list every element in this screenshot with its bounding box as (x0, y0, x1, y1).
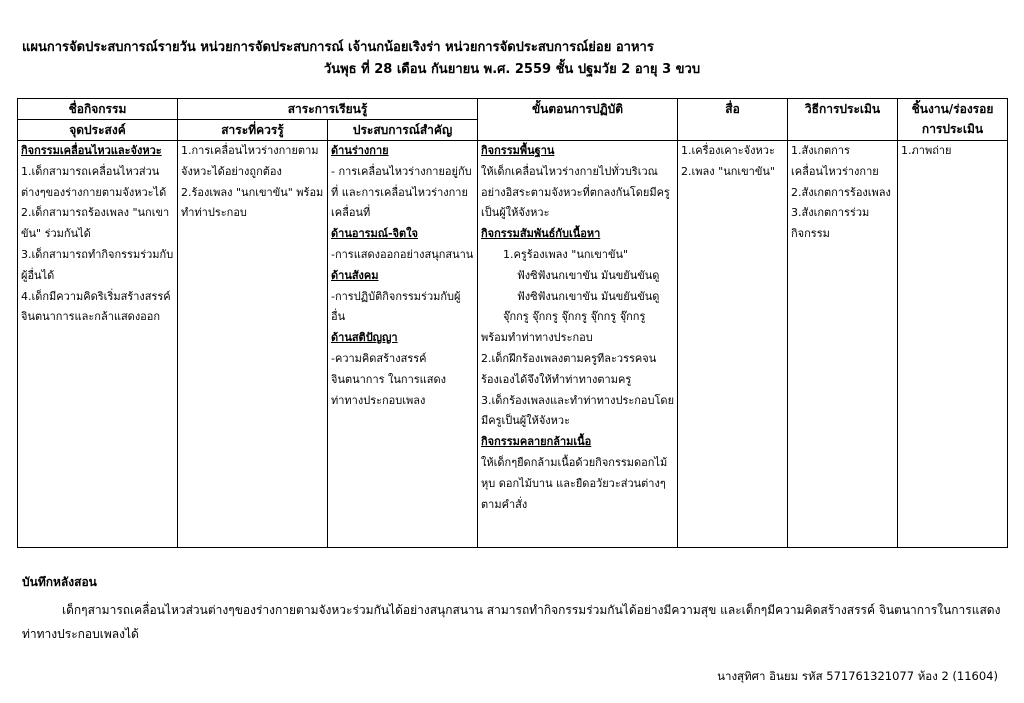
steps-content-step: 1.ครูร้องเพลง "นกเขาขัน" (503, 247, 629, 261)
signature: นางสุทิศา อินยม รหัส 571761321077 ห้อง 2 (11604) (717, 669, 998, 683)
header-work-evidence: ชิ้นงาน/ร่องรอย การประเมิน (898, 99, 1008, 141)
header-media: สื่อ (678, 99, 788, 141)
steps-content-title: กิจกรรมสัมพันธ์กับเนื้อหา (481, 227, 601, 241)
experience-physical-text: - การเคลื่อนไหวร่างกายอยู่กับที่ และการเคลื่อนไหวร่างกายเคลื่อนที่ (331, 164, 472, 220)
media-cell (678, 141, 788, 548)
notes-title: บันทึกหลังสอน (22, 575, 97, 589)
knowledge-item: 1.การเคลื่อนไหวร่างกายตามจังหวะได้อย่างถูกต้อง (181, 144, 319, 178)
work-item: 1.ภาพถ่าย (901, 144, 952, 157)
knowledge-item: 2.ร้องเพลง "นกเขาขัน" พร้อมทำท่าประกอบ (181, 185, 324, 220)
song-lyric: ฟังซิฟังนกเขาขัน มันขยันขันดู (517, 268, 660, 282)
song-lyric: พร้อมทำท่าทางประกอบ (481, 331, 593, 345)
experience-physical-title: ด้านร่างกาย (331, 144, 389, 157)
header-learning-content: สาระการเรียนรู้ (178, 99, 478, 120)
experience-emotional-title: ด้านอารมณ์-จิตใจ (331, 227, 418, 241)
header-steps: ขั้นตอนการปฏิบัติ (478, 99, 678, 141)
song-lyric: ฟังซิฟังนกเขาขัน มันขยันขันดู (517, 289, 660, 303)
evaluation-item: 1.สังเกตการเคลื่อนไหวร่างกาย (791, 144, 879, 178)
objective-item: 4.เด็กมีความคิดริเริ่มสร้างสรรค์จินตนาการและกล้าแสดงออก (21, 289, 171, 324)
evaluation-cell (788, 141, 898, 548)
steps-content-step: 3.เด็กร้องเพลงและทำท่าทางประกอบโดยมีครูเป็นผู้ให้จังหวะ (481, 393, 675, 428)
experience-intellect-text: -ความคิดสร้างสรรค์จินตนาการ ในการแสดงท่าทางประกอบเพลง (331, 351, 447, 407)
header-objectives: จุดประสงค์ (18, 120, 178, 141)
experience-cell (328, 141, 478, 548)
lesson-plan-table (17, 98, 1008, 548)
objective-item: 1.เด็กสามารถเคลื่อนไหวส่วนต่างๆของร่างกายตามจังหวะได้ (21, 164, 167, 199)
media-item: 1.เครื่องเคาะจังหวะ (681, 144, 775, 157)
media-item: 2.เพลง "นกเขาขัน" (681, 164, 775, 178)
work-evidence-cell (898, 141, 1008, 548)
objective-item: 3.เด็กสามารถทำกิจกรรมร่วมกับผู้อื่นได้ (21, 247, 174, 282)
header-activity-name: ชื่อกิจกรรม (18, 99, 178, 120)
evaluation-item: 3.สังเกตการร่วมกิจกรรม (791, 206, 870, 241)
header-evaluation: วิธีการประเมิน (788, 99, 898, 141)
song-lyric: จุ๊กกรู จุ๊กกรู จุ๊กกรู จุ๊กกรู จุ๊กกรู (503, 310, 646, 324)
steps-relax-title: กิจกรรมคลายกล้ามเนื้อ (481, 435, 592, 449)
header-knowledge: สาระที่ควรรู้ (178, 120, 328, 141)
document-title: แผนการจัดประสบการณ์รายวัน หน่วยการจัดประสบการณ์ เจ้านกน้อยเริงร่า หน่วยการจัดประสบการณ์ย่อย อาหาร (22, 40, 654, 55)
steps-relax-text: ให้เด็กๆยืดกล้ามเนื้อด้วยกิจกรรมดอกไม้หุบ ดอกไม้บาน และยืดอวัยวะส่วนต่างๆตามคำสั่ง (481, 455, 668, 511)
objective-item: 2.เด็กสามารถร้องเพลง "นกเขาขัน" ร่วมกันได้ (21, 206, 170, 241)
objectives-cell (18, 141, 178, 548)
notes-body: เด็กๆสามารถเคลื่อนไหวส่วนต่างๆของร่างกายตามจังหวะร่วมกันได้อย่างสนุกสนาน สามารถทำกิจกรรมร่วมกันได้อย่างมีความสุข และเด็กๆมีความคิดสร้างสรรค์ จินตนาการในการแสดงท่าทางประกอบเพลงได้ (22, 603, 1001, 641)
knowledge-cell (178, 141, 328, 548)
steps-basic-text: ให้เด็กเคลื่อนไหวร่างกายไปทั่วบริเวณอย่างอิสระตามจังหวะที่ตกลงกันโดยมีครูเป็นผู้ให้จังหวะ (481, 164, 670, 220)
experience-social-text: -การปฏิบัติกิจกรรมร่วมกับผู้อื่น (331, 289, 461, 324)
steps-content-step: 2.เด็กฝึกร้องเพลงตามครูทีละวรรคจนร้องเองได้จึงให้ทำท่าทางตามครู (481, 351, 657, 386)
document-subtitle: วันพุธ ที่ 28 เดือน กันยายน พ.ศ. 2559 ชั้น ปฐมวัย 2 อายุ 3 ขวบ (323, 62, 701, 77)
experience-social-title: ด้านสังคม (331, 268, 379, 282)
experience-intellect-title: ด้านสติปัญญา (331, 331, 398, 345)
experience-emotional-text: -การแสดงออกอย่างสนุกสนาน (331, 247, 474, 261)
steps-cell (478, 141, 678, 548)
header-key-experience: ประสบการณ์สำคัญ (328, 120, 478, 141)
steps-basic-title: กิจกรรมพื้นฐาน (481, 144, 555, 157)
objectives-title: กิจกรรมเคลื่อนไหวและจังหวะ (21, 144, 162, 157)
evaluation-item: 2.สังเกตการร้องเพลง (791, 185, 891, 199)
